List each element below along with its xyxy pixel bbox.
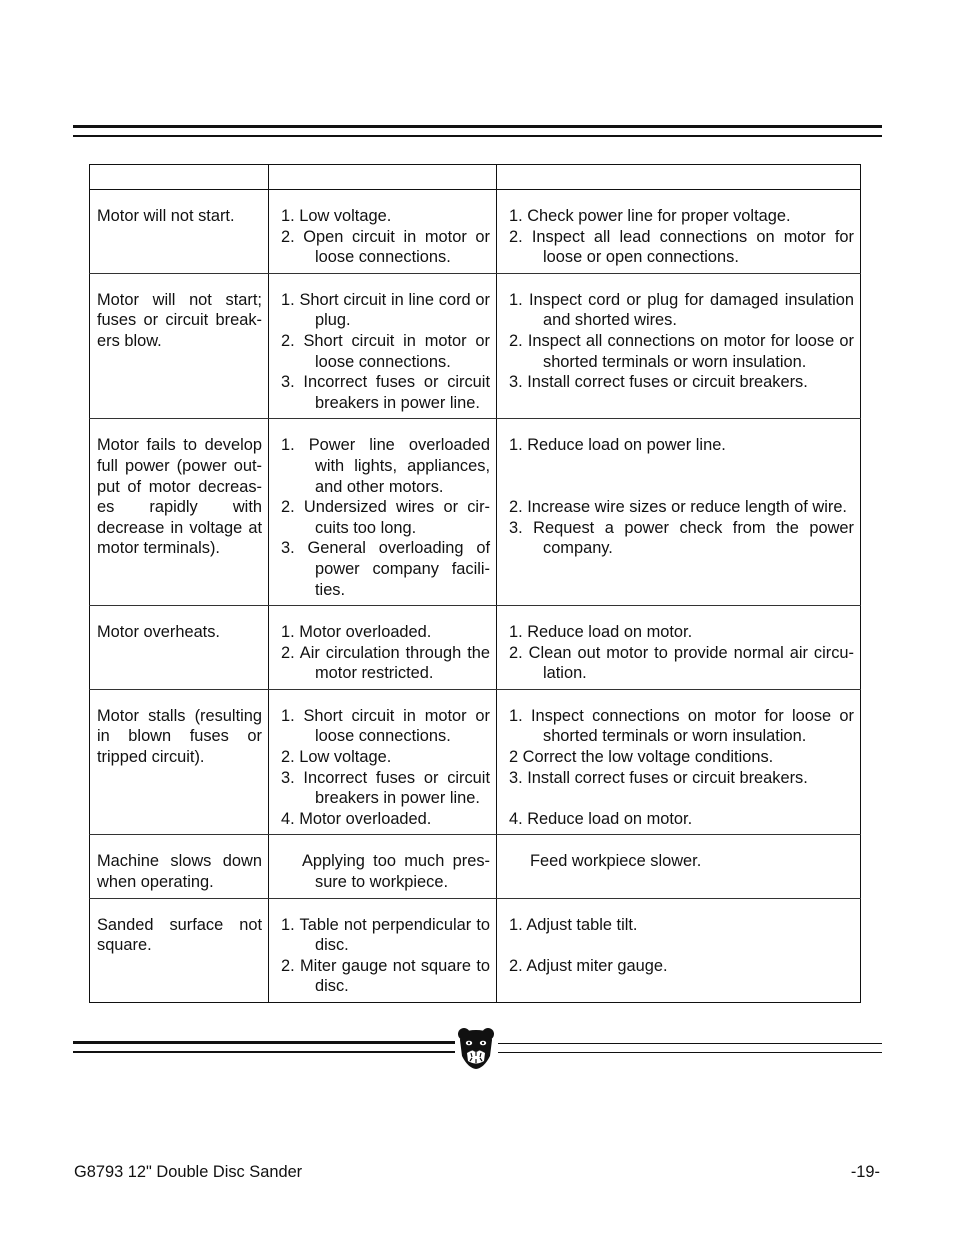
header-cause xyxy=(269,165,497,190)
list-item: 1. Short circuit in line cord or plug. xyxy=(281,290,490,330)
table-row xyxy=(90,689,861,835)
list-item: 3. Request a power check from the power company. xyxy=(509,518,854,558)
correction-list xyxy=(503,706,854,830)
list-item: 3. Incorrect fuses or circuit breakers in power line. xyxy=(281,373,490,412)
list-item: 1. Reduce load on power line. xyxy=(509,436,726,455)
list-item: 1. Inspect connections on motor for loose or shorted terminals or worn insulation. xyxy=(509,706,854,746)
symptom-cell: Motor will not start. xyxy=(97,207,235,225)
table-row xyxy=(90,835,861,898)
list-item: 2. Open circuit in motor or loose connections. xyxy=(281,227,490,267)
list-item: 2. Increase wire sizes or reduce length of wire. xyxy=(509,498,847,517)
table-row xyxy=(90,273,861,419)
cause-list xyxy=(275,206,490,268)
header-rule-thick xyxy=(73,125,882,128)
list-item: 1. Power line overloaded with lights, appliances, and other motors. xyxy=(281,436,490,496)
list-item: 1. Reduce load on motor. xyxy=(509,623,693,642)
footer-document-title: G8793 12" Double Disc Sander xyxy=(74,1163,303,1181)
footer-page-number: -19- xyxy=(850,1163,880,1181)
list-item: 3. General overloading of power company facili-ties. xyxy=(281,539,490,599)
list-item: 2. Adjust miter gauge. xyxy=(509,956,668,975)
cause-list xyxy=(275,435,490,600)
list-item: 4. Reduce load on motor. xyxy=(509,809,693,828)
list-item: 1. Table not perpendicular to disc. xyxy=(281,915,490,955)
troubleshooting-table xyxy=(89,164,861,1003)
list-item: 2. Short circuit in motor or loose connections. xyxy=(281,331,490,371)
list-item: 3. Install correct fuses or circuit breakers. xyxy=(509,768,808,787)
footer-rule-thick xyxy=(73,1041,455,1044)
list-item: 3. Incorrect fuses or circuit breakers in power line. xyxy=(281,768,490,808)
list-item: 3. Install correct fuses or circuit breakers. xyxy=(509,373,808,392)
list-item: 2 Correct the low voltage conditions. xyxy=(509,748,774,767)
footer-rule-right-bottom xyxy=(498,1052,882,1053)
list-item: Applying too much pres-sure to workpiece. xyxy=(302,852,490,892)
table-row xyxy=(90,419,861,606)
symptom-cell: Sanded surface not square. xyxy=(97,915,262,955)
symptom-cell: Motor will not start; fuses or circuit break-ers blow. xyxy=(97,290,262,350)
list-item: 1. Check power line for proper voltage. xyxy=(509,207,791,225)
cause-list xyxy=(275,290,490,414)
list-item: 1. Adjust table tilt. xyxy=(509,915,638,934)
list-item: Feed workpiece slower. xyxy=(530,852,702,871)
correction-list xyxy=(503,290,854,393)
cause-list xyxy=(275,706,490,830)
list-item: 1. Short circuit in motor or loose connections. xyxy=(281,706,490,746)
footer-rule-thin xyxy=(73,1051,455,1053)
symptom-cell: Motor overheats. xyxy=(97,623,220,642)
correction-list xyxy=(503,851,854,872)
correction-list xyxy=(503,622,854,684)
list-item: 1. Low voltage. xyxy=(281,207,392,225)
list-item: 2. Clean out motor to provide normal air circu-lation. xyxy=(509,643,854,683)
table-row xyxy=(90,606,861,690)
correction-list xyxy=(503,435,854,559)
list-item: 2. Inspect all connections on motor for loose or shorted terminals or worn insulation. xyxy=(509,331,854,371)
list-item: 2. Undersized wires or cir-cuits too long. xyxy=(281,498,490,537)
list-item: 4. Motor overloaded. xyxy=(281,809,432,828)
table-row xyxy=(90,898,861,1002)
list-item: 2. Air circulation through the motor restricted. xyxy=(281,643,490,683)
header-symptom xyxy=(90,165,269,190)
bear-head-icon xyxy=(456,1026,496,1070)
footer-rule-right-top xyxy=(498,1043,882,1044)
table-row xyxy=(90,190,861,274)
cause-list xyxy=(275,851,490,892)
symptom-cell: Machine slows down when operating. xyxy=(97,852,262,892)
correction-list xyxy=(503,206,854,268)
correction-list xyxy=(503,915,854,977)
list-item: 1. Inspect cord or plug for damaged insulation and shorted wires. xyxy=(509,290,854,330)
list-item: 2. Inspect all lead connections on motor for loose or open connections. xyxy=(509,227,854,267)
header-rule-thin xyxy=(73,135,882,137)
symptom-cell: Motor stalls (resulting in blown fuses or tripped circuit). xyxy=(97,706,262,767)
list-item: 2. Low voltage. xyxy=(281,748,392,767)
list-item: 2. Miter gauge not square to disc. xyxy=(281,956,490,996)
list-item: 1. Motor overloaded. xyxy=(281,623,432,642)
header-correction xyxy=(497,165,861,190)
symptom-cell: Motor fails to develop full power (power out-put of motor decreas-es rapidly with decrease in voltage at motor terminals). xyxy=(97,436,262,558)
cause-list xyxy=(275,915,490,997)
cause-list xyxy=(275,622,490,684)
table-header-row xyxy=(90,165,861,190)
